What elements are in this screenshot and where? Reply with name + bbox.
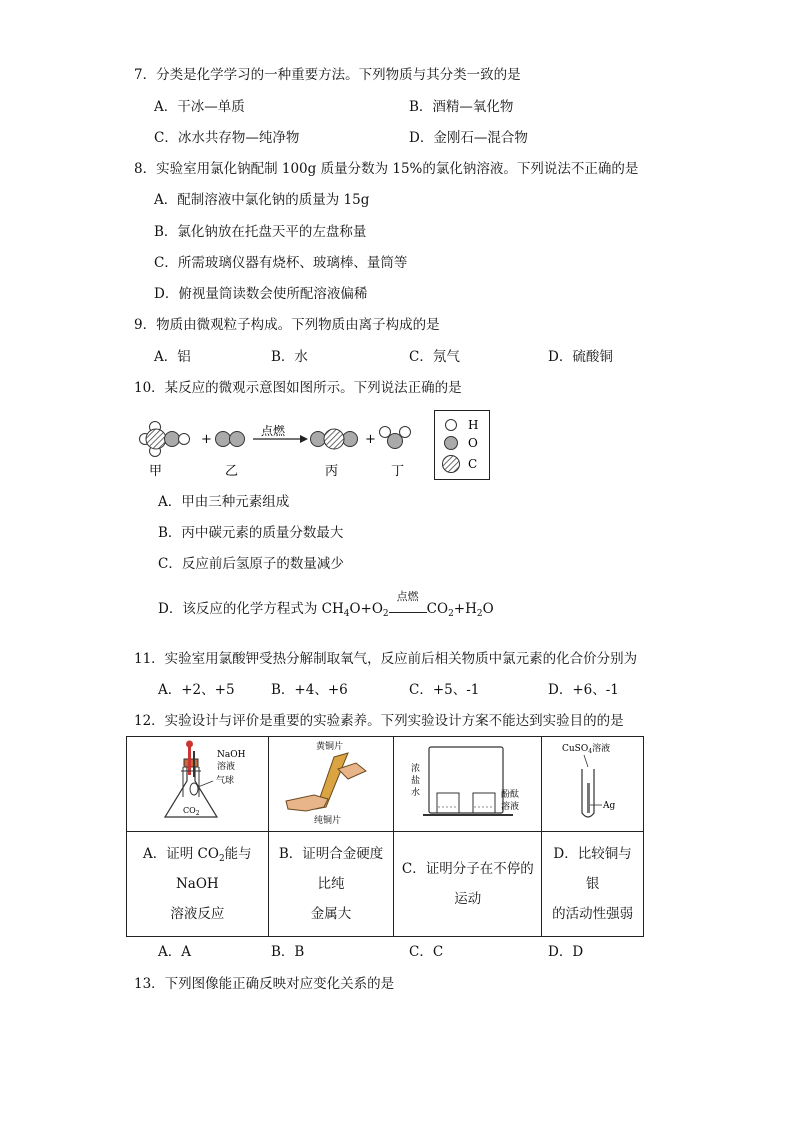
label-cuso4: CuSO$_4$溶液: [561, 744, 610, 755]
q7-option-d: D．金刚石—混合物: [409, 130, 528, 146]
caption-a-3: NaOH: [175, 876, 219, 892]
q12-option-b: B．B: [271, 944, 305, 960]
label-balloon: 气球: [216, 776, 235, 786]
legend-o: O: [468, 436, 478, 450]
label-conc-3: 水: [410, 788, 420, 798]
q7-option-c: C．冰水共存物—纯净物: [154, 130, 300, 146]
atom-legend: [434, 410, 490, 480]
label-jia: 甲: [149, 464, 163, 479]
q10-option-b: B．丙中碳元素的质量分数最大: [158, 525, 344, 541]
q12-option-a: A．A: [158, 944, 191, 960]
flask-balloon-figure: [137, 737, 257, 827]
cell-pic-d: [542, 737, 644, 832]
caption-b-3: 金属大: [310, 906, 352, 922]
q10-stem: 10．某反应的微观示意图如图所示。下列说法正确的是: [134, 380, 462, 396]
q9-option-a: A．铝: [154, 349, 191, 365]
equation-condition: 点燃: [396, 590, 419, 603]
q8-option-a: A．配制溶液中氯化钠的质量为 15g: [154, 192, 370, 208]
q11-option-b: B．+4、+6: [271, 682, 348, 698]
cell-pic-c: [394, 737, 542, 832]
q11-option-a: A．+2、+5: [158, 682, 235, 698]
plus-1: +: [201, 432, 212, 447]
label-conc-2: 盐: [410, 776, 420, 786]
label-phenol-2: 溶液: [500, 802, 519, 812]
cell-pic-a: [127, 737, 269, 832]
caption-d-2: 银: [585, 876, 600, 892]
q12-experiment-table: [126, 736, 644, 937]
plus-2: +: [365, 432, 376, 447]
q11-stem: 11．实验室用氯酸钾受热分解制取氧气，反应前后相关物质中氯元素的化合价分别为: [134, 651, 638, 667]
caption-b-2: 比纯: [317, 876, 345, 892]
q9-stem: 9．物质由微观粒子构成。下列物质由离子构成的是: [134, 317, 440, 333]
caption-d-1: D．比较铜与: [553, 846, 632, 862]
q8-stem: 8．实验室用氯化钠配制 100g 质量分数为 15%的氯化钠溶液。下列说法不正确的是: [134, 161, 639, 177]
caption-c-2: 运动: [454, 891, 482, 907]
label-solution: 溶液: [217, 762, 236, 772]
q7-stem: 7．分类是化学学习的一种重要方法。下列物质与其分类一致的是: [134, 67, 521, 83]
caption-b-1: B．证明合金硬度: [278, 846, 384, 862]
label-conc-1: 浓: [410, 764, 420, 774]
q13-stem: 13．下列图像能正确反映对应变化关系的是: [134, 976, 395, 992]
q9-option-c: C．氖气: [409, 349, 460, 365]
q10-option-a: A．甲由三种元素组成: [158, 494, 290, 510]
label-yi: 乙: [225, 464, 239, 479]
q10-reaction-diagram: [128, 405, 428, 485]
cell-pic-b: [268, 737, 394, 832]
label-naoh: NaOH: [217, 750, 246, 760]
label-ag: Ag: [602, 801, 615, 811]
label-brass: 黄铜片: [316, 742, 344, 752]
caption-a-1: A．证明 CO: [143, 846, 219, 862]
molecule-motion-figure: [403, 737, 533, 827]
label-ding: 丁: [391, 464, 405, 479]
label-copper: 纯铜片: [314, 816, 342, 826]
legend-c: C: [468, 457, 478, 471]
molecule-yi: [216, 432, 245, 447]
q10-option-c: C．反应前后氢原子的数量减少: [158, 556, 344, 572]
label-bing: 丙: [325, 464, 339, 479]
caption-a-4: 溶液反应: [170, 906, 225, 922]
cell-caption-c: [394, 832, 542, 937]
test-tube-figure: [548, 737, 638, 827]
caption-c-1: C．证明分子在不停的: [401, 861, 534, 877]
q9-option-b: B．水: [271, 349, 308, 365]
chemical-equation: $CH_4O+O_2$ 点燃 $CO_2+H_2O$: [321, 590, 494, 619]
cell-caption-b: [268, 832, 394, 937]
q9-option-d: D．硫酸铜: [548, 349, 613, 365]
molecule-jia: [140, 422, 190, 457]
caption-d-3: 的活动性强弱: [552, 906, 634, 922]
molecule-bing: [311, 429, 358, 449]
q8-option-d: D．俯视量筒读数会使所配溶液偏稀: [154, 286, 368, 302]
q10-option-d: [158, 590, 494, 619]
q8-option-b: B．氯化钠放在托盘天平的左盘称量: [154, 224, 367, 240]
reaction-condition: 点燃: [261, 424, 286, 438]
q11-option-d: D．+6、-1: [548, 682, 619, 698]
metal-scratch-figure: [276, 737, 386, 827]
label-phenol-1: 酚酞: [500, 790, 519, 800]
label-cuso4-solution: 溶液: [591, 744, 610, 754]
q10-option-d-text: D．该反应的化学方程式为: [158, 601, 322, 617]
label-co2: $CO_2$: [183, 806, 200, 817]
cell-caption-a: A．证明 $CO_2$能与 NaOH 溶液反应: [127, 832, 269, 937]
q11-option-c: C．+5、-1: [409, 682, 480, 698]
q8-option-c: C．所需玻璃仪器有烧杯、玻璃棒、量筒等: [154, 255, 408, 271]
molecule-ding: [380, 427, 411, 449]
q12-option-d: D．D: [548, 944, 584, 960]
q7-option-b: B．酒精—氧化物: [409, 99, 514, 115]
q7-option-a: A．干冰—单质: [154, 99, 245, 115]
legend-h: H: [468, 418, 479, 432]
caption-a-2: 能与: [224, 846, 252, 862]
q12-stem: 12．实验设计与评价是重要的实验素养。下列实验设计方案不能达到实验目的的是: [134, 713, 624, 729]
q12-option-c: C．C: [409, 944, 444, 960]
cell-caption-d: [542, 832, 644, 937]
